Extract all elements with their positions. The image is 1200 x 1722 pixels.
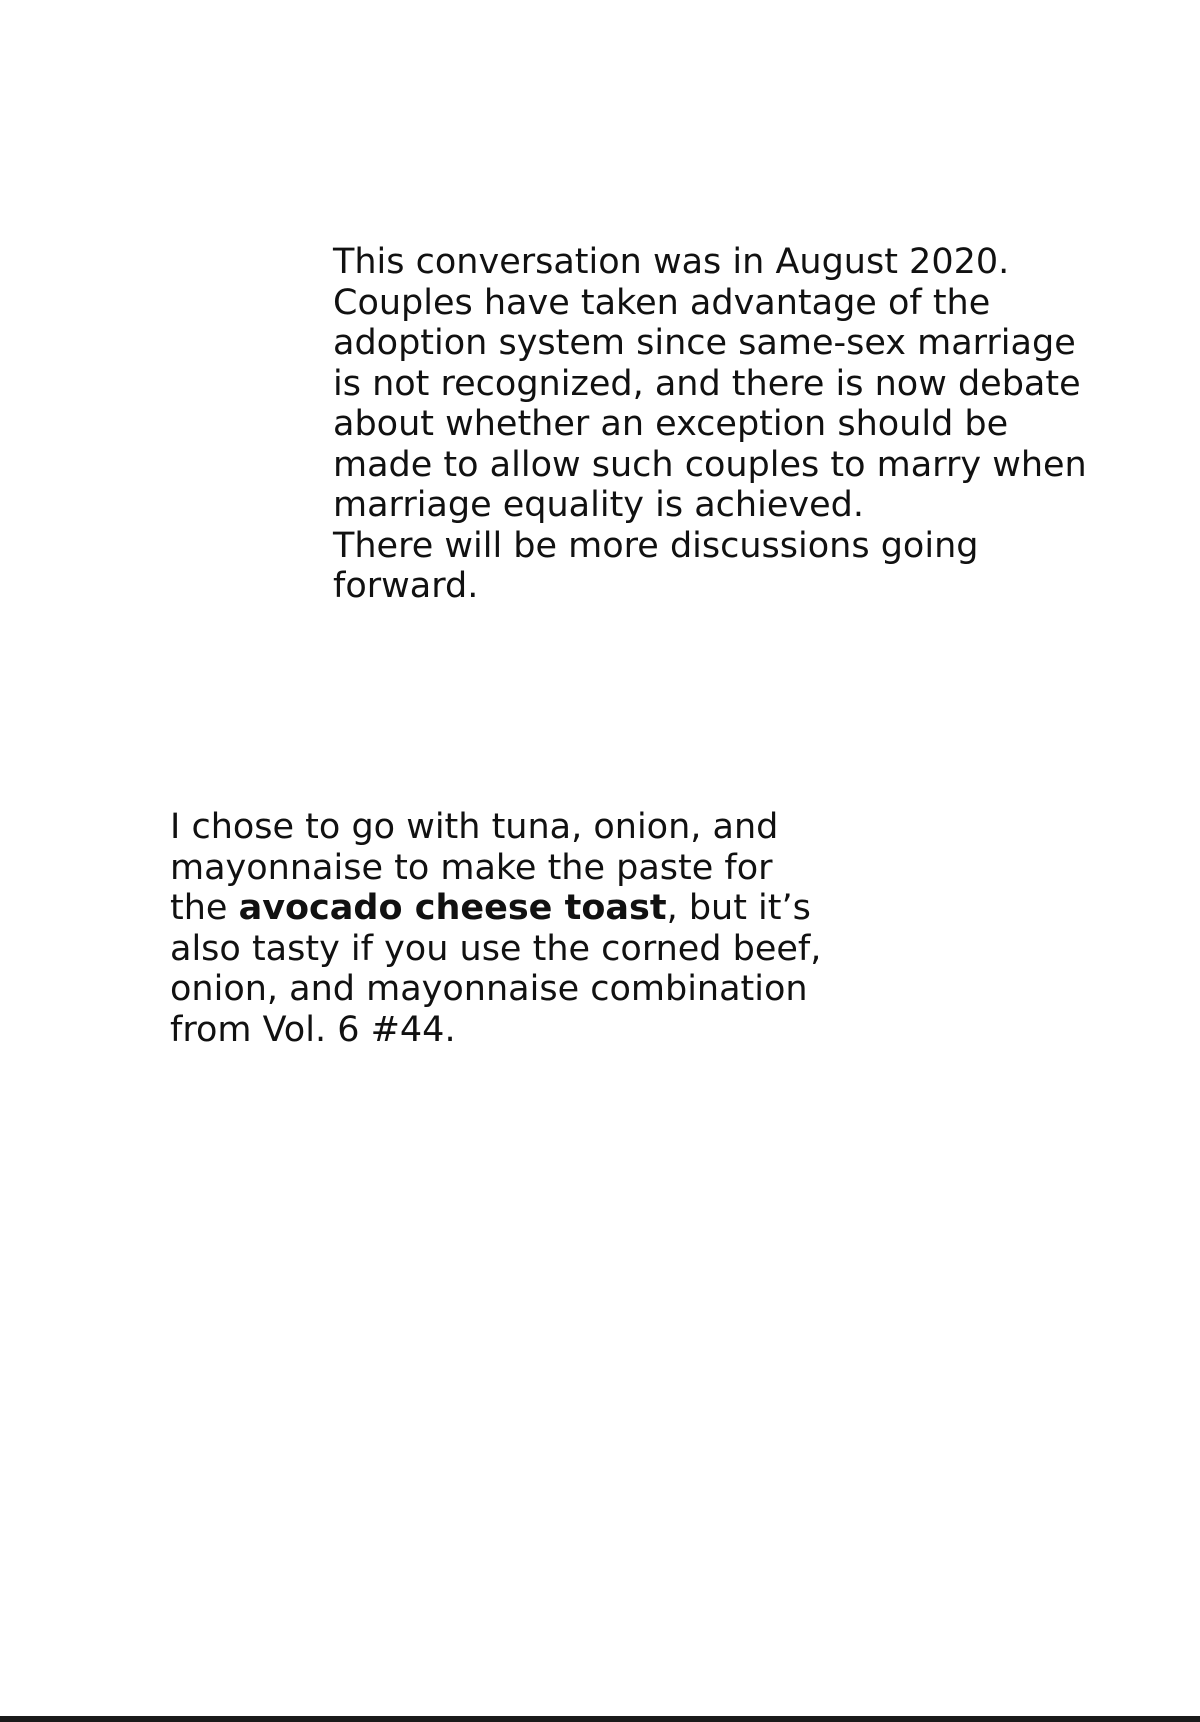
page-bottom-edge [0,1716,1200,1722]
note-line: This conversation was in August 2020. [333,242,1010,282]
note-line [170,888,821,929]
avocado-cheese-toast-emphasis: avocado cheese toast [238,888,667,928]
note-line: adoption system since same-sex marriage [333,323,1076,363]
note-line: is not recognized, and there is now debate [333,363,1081,404]
note-line: marriage equality is achieved. [333,485,864,525]
note-line: There will be more discussions going [333,525,979,566]
note-line: about whether an exception should be [333,404,1009,444]
note-line: forward. [333,566,479,606]
note-text: the [170,888,239,928]
note-line: mayonnaise to make the paste for [170,847,773,888]
note-line: Couples have taken advantage of the [333,282,991,323]
note-text: , but it’s [666,888,811,928]
note-august-2020 [333,242,1087,607]
note-toast-recipe [170,807,821,1050]
note-line: also tasty if you use the corned beef, [170,928,822,969]
note-line: from Vol. 6 #44. [170,1009,456,1050]
note-line: I chose to go with tuna, onion, and [170,807,779,847]
note-line: made to allow such couples to marry when [333,444,1087,485]
note-line: onion, and mayonnaise combination [170,969,808,1009]
